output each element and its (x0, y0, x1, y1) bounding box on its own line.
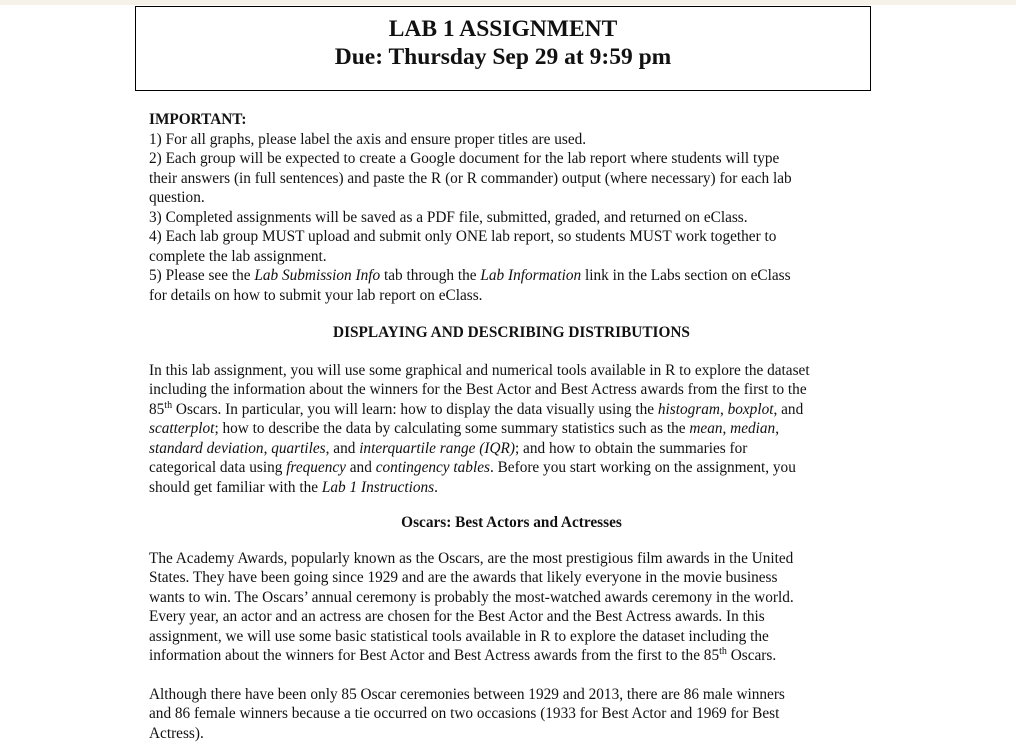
term-mean: mean (689, 420, 723, 437)
oscars-paragraph-1 (149, 549, 874, 666)
term-scatterplot: scatterplot (149, 420, 215, 437)
term-iqr: interquartile range (IQR) (359, 439, 515, 457)
due-date: Due: Thursday Sep 29 at 9:59 pm (334, 44, 672, 70)
text-run: ; and how to obtain the summaries for (514, 439, 748, 457)
text-run: 85 (149, 400, 165, 418)
text-run: Oscars. (726, 647, 777, 664)
paragraph-line: States. They have been going since 1929 and are the awards that likely everyone in the movie business (149, 569, 778, 586)
text-run: ; how to describe the data by calculating some summary statistics such as the (214, 420, 690, 437)
paragraph-line (149, 458, 874, 478)
important-item-5-line-1 (149, 266, 874, 286)
paragraph-line: In this lab assignment, you will use some graphical and numerical tools available in R to explore the dataset (149, 361, 810, 379)
oscars-paragraph-2 (149, 685, 874, 744)
text-run: tab through the (380, 267, 481, 284)
text-run: , (263, 439, 272, 457)
term-quartiles: quartiles (271, 439, 326, 457)
text-run: , (722, 420, 731, 437)
paragraph-line (149, 439, 874, 459)
important-item-4-line-2: complete the lab assignment. (149, 247, 327, 265)
term-contingency-tables: contingency tables (375, 459, 490, 476)
important-section (149, 110, 874, 305)
text-run: Oscars. In particular, you will learn: how to display the data visually using the (172, 400, 658, 418)
text-run: link in the Labs section on eClass (581, 267, 791, 284)
paragraph-line: Although there have been only 85 Oscar ceremonies between 1929 and 2013, there are 86 male winners (149, 685, 785, 703)
page-top-edge (0, 0, 1016, 5)
superscript: th (164, 399, 173, 411)
lab-1-instructions-ref: Lab 1 Instructions (321, 478, 435, 496)
important-item-4-line-1: 4) Each lab group MUST upload and submit only ONE lab report, so students MUST work together to (149, 228, 777, 245)
text-run: , (719, 400, 728, 418)
paragraph-line: The Academy Awards, popularly known as the Oscars, are the most prestigious film awards in the United (149, 549, 794, 567)
document-body (149, 110, 874, 743)
text-run: , (775, 420, 780, 437)
term-median: median (730, 420, 776, 437)
important-item-5-line-2: for details on how to submit your lab report on eClass. (149, 286, 483, 304)
important-item-1: 1) For all graphs, please label the axis and ensure proper titles are used. (149, 130, 587, 148)
important-item-3: 3) Completed assignments will be saved as a PDF file, submitted, graded, and returned on eClass. (149, 208, 748, 226)
text-run: and (345, 459, 376, 476)
important-item-2-line-1: 2) Each group will be expected to create a Google document for the lab report where students will type (149, 150, 780, 167)
text-run: , and (325, 439, 360, 457)
lab-information-ref: Lab Information (480, 267, 582, 284)
text-run: should get familiar with the (149, 478, 322, 496)
term-boxplot: boxplot (727, 400, 774, 418)
section-heading-oscars: Oscars: Best Actors and Actresses (401, 514, 622, 531)
paragraph-line (149, 419, 874, 439)
important-item-2-line-2: their answers (in full sentences) and paste the R (or R commander) output (where necessary) for each lab (149, 169, 792, 187)
term-frequency: frequency (286, 459, 346, 476)
important-label: IMPORTANT: (149, 111, 247, 128)
paragraph-line (149, 646, 874, 666)
paragraph-line: Every year, an actor and an actress are chosen for the Best Actor and the Best Actress awards. In this (149, 608, 765, 625)
distributions-paragraph (149, 361, 874, 498)
paragraph-line: including the information about the winners for the Best Actor and Best Actress awards from the first to the (149, 381, 807, 398)
important-item-2-line-3: question. (149, 189, 205, 206)
lab-submission-info-ref: Lab Submission Info (254, 267, 381, 284)
paragraph-line (149, 400, 874, 420)
text-run: information about the winners for Best Actor and Best Actress awards from the first to the 85 (149, 647, 720, 664)
page-title: LAB 1 ASSIGNMENT (388, 16, 618, 42)
text-run: . (434, 478, 438, 496)
term-histogram: histogram (657, 400, 720, 418)
paragraph-line: Actress). (149, 724, 204, 742)
text-run: . Before you start working on the assignment, you (489, 459, 796, 476)
term-standard-deviation: standard deviation (149, 439, 264, 457)
title-box (135, 6, 871, 91)
superscript: th (719, 645, 727, 657)
text-run: categorical data using (149, 459, 287, 476)
text-run: , and (773, 400, 804, 418)
paragraph-line (149, 478, 874, 498)
text-run: 5) Please see the (149, 267, 255, 284)
paragraph-line: wants to win. The Oscars’ annual ceremony is probably the most-watched awards ceremony in the world. (149, 588, 794, 606)
section-heading-distributions: DISPLAYING AND DESCRIBING DISTRIBUTIONS (333, 324, 690, 341)
paragraph-line: assignment, we will use some basic statistical tools available in R to explore the dataset including the (149, 627, 769, 645)
paragraph-line: and 86 female winners because a tie occurred on two occasions (1933 for Best Actor and 1969 for Best (149, 705, 780, 722)
